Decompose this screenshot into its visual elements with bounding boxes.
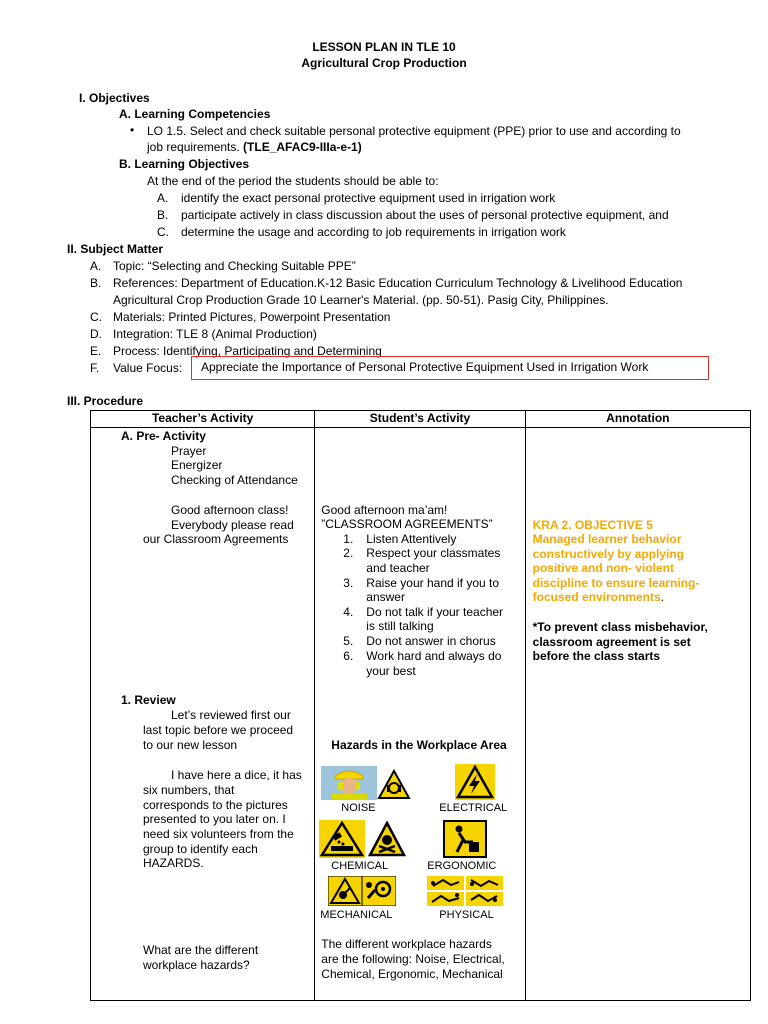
- column-header-annotation: Annotation: [525, 411, 750, 428]
- objective-item: participate actively in class discussion about the uses of personal protective equipment, and: [181, 208, 669, 222]
- hazard-label-electrical: ELECTRICAL: [439, 802, 508, 814]
- hazard-label-physical: PHYSICAL: [439, 909, 494, 921]
- teacher-text: to our new lesson: [143, 738, 238, 752]
- teacher-question: What are the different: [143, 943, 259, 957]
- student-activity-cell: [315, 428, 525, 1001]
- teacher-text: group to identify each: [143, 842, 258, 856]
- ergonomic-sign-icon: [443, 820, 487, 858]
- prayer-label: Prayer: [171, 444, 207, 458]
- subject-item: Value Focus:: [113, 361, 183, 375]
- review-label: 1. Review: [121, 693, 176, 707]
- column-header-teacher: Teacher’s Activity: [91, 411, 315, 428]
- objectives-heading: I. Objectives: [79, 91, 150, 105]
- teacher-text: need six volunteers from the: [143, 827, 294, 841]
- competency-line2: job requirements. (TLE_AFAC9-IIIa-e-1): [147, 140, 362, 154]
- teacher-text: HAZARDS.: [143, 856, 204, 870]
- energizer-label: Energizer: [171, 458, 223, 472]
- subject-item: Integration: TLE 8 (Animal Production): [113, 327, 317, 341]
- agreement-number: 2.: [343, 546, 354, 560]
- student-answer: are the following: Noise, Electrical,: [321, 952, 505, 966]
- teacher-activity-cell: [91, 428, 315, 1001]
- teacher-text: six numbers, that: [143, 783, 235, 797]
- annotation-note: classroom agreement is set: [532, 635, 691, 649]
- student-answer: Chemical, Ergonomic, Mechanical: [321, 967, 503, 981]
- objective-item: determine the usage and according to job requirements in irrigation work: [181, 225, 566, 239]
- subject-letter: E.: [90, 344, 102, 358]
- agreement-item: Work hard and always do: [366, 649, 502, 663]
- subject-item: Materials: Printed Pictures, Powerpoint Presentation: [113, 310, 391, 324]
- teacher-question: workplace hazards?: [143, 958, 250, 972]
- subject-letter: D.: [90, 327, 102, 341]
- chemical-sign-icon: [319, 820, 365, 858]
- objective-letter: B.: [157, 208, 169, 222]
- agreement-number: 1.: [343, 532, 354, 546]
- physical-sign-icon: [427, 876, 503, 906]
- hazard-label-chemical: CHEMICAL: [331, 860, 389, 872]
- agreement-item: your best: [366, 664, 416, 678]
- objective-letter: C.: [157, 225, 169, 239]
- kra-text: focused environments.: [532, 590, 665, 604]
- teacher-text: Everybody please read: [171, 518, 294, 532]
- procedure-heading: III. Procedure: [67, 394, 144, 408]
- subject-letter: B.: [90, 276, 102, 290]
- worker-photo-icon: [321, 766, 377, 800]
- teacher-text: corresponds to the pictures: [143, 798, 288, 812]
- document-title: LESSON PLAN IN TLE 10: [312, 40, 456, 54]
- competency-code: (TLE_AFAC9-IIIa-e-1): [243, 140, 362, 154]
- competencies-heading: A. Learning Competencies: [119, 107, 271, 121]
- teacher-text: last topic before we proceed: [143, 723, 294, 737]
- agreement-number: 4.: [343, 605, 354, 619]
- bullet-icon: •: [130, 123, 135, 137]
- gears-sign-icon: [362, 876, 396, 906]
- mechanical-sign-icon: [328, 876, 362, 906]
- hazard-label-noise: NOISE: [341, 802, 376, 814]
- agreement-number: 3.: [343, 576, 354, 590]
- kra-text: Managed learner behavior: [532, 532, 682, 546]
- electrical-sign-icon: [455, 764, 495, 800]
- objectives-intro: At the end of the period the students should be able to:: [147, 174, 439, 188]
- kra-text: constructively by applying: [532, 547, 685, 561]
- subject-matter-heading: II. Subject Matter: [67, 242, 164, 256]
- hazard-label-mechanical: MECHANICAL: [320, 909, 393, 921]
- objective-item: identify the exact personal protective equipment used in irrigation work: [181, 191, 556, 205]
- student-answer: The different workplace hazards: [321, 937, 492, 951]
- agreement-item: is still talking: [366, 619, 434, 633]
- kra-objective: KRA 2. OBJECTIVE 5: [532, 518, 653, 532]
- subject-item: Process: Identifying, Participating and Determining: [113, 344, 382, 358]
- kra-text: discipline to ensure learning-: [532, 576, 700, 590]
- attendance-label: Checking of Attendance: [171, 473, 298, 487]
- agreement-item: Listen Attentively: [366, 532, 457, 546]
- column-header-student: Student’s Activity: [315, 411, 525, 428]
- annotation-cell: [525, 428, 750, 1001]
- agreement-item: and teacher: [366, 561, 430, 575]
- subject-item: Topic: “Selecting and Checking Suitable PPE”: [113, 259, 356, 273]
- procedure-table: [90, 410, 751, 1001]
- subject-item: Agricultural Crop Production Grade 10 Learner's Material. (pp. 50-51). Pasig City, Philippines.: [113, 293, 609, 307]
- value-focus-box: Appreciate the Importance of Personal Protective Equipment Used in Irrigation Work: [191, 356, 709, 380]
- teacher-greeting: Good afternoon class!: [171, 503, 289, 517]
- subject-item: References: Department of Education.K-12 Basic Education Curriculum Technology & Livelihood Education: [113, 276, 683, 290]
- subject-letter: F.: [90, 361, 100, 375]
- subject-letter: A.: [90, 259, 102, 273]
- competency-line1: LO 1.5. Select and check suitable personal protective equipment (PPE) prior to use and according to: [147, 124, 681, 138]
- student-greeting: Good afternoon ma’am!: [321, 503, 448, 517]
- agreement-item: answer: [366, 590, 405, 604]
- annotation-note: before the class starts: [532, 649, 661, 663]
- agreement-item: Do not answer in chorus: [366, 634, 496, 648]
- document-subtitle: Agricultural Crop Production: [301, 56, 467, 70]
- objective-letter: A.: [157, 191, 169, 205]
- agreement-item: Raise your hand if you to: [366, 576, 500, 590]
- teacher-text: Let’s reviewed first our: [171, 708, 291, 722]
- agreement-number: 5.: [343, 634, 354, 648]
- teacher-text: presented to you later on. I: [143, 812, 286, 826]
- agreement-item: Respect your classmates: [366, 546, 501, 560]
- teacher-text: our Classroom Agreements: [143, 532, 289, 546]
- hazards-title: Hazards in the Workplace Area: [331, 738, 507, 752]
- annotation-note: *To prevent class misbehavior,: [532, 620, 708, 634]
- noise-sign-icon: [377, 769, 411, 800]
- agreement-number: 6.: [343, 649, 354, 663]
- learning-objectives-heading: B. Learning Objectives: [119, 157, 250, 171]
- kra-text: positive and non- violent: [532, 561, 674, 575]
- toxic-sign-icon: [367, 820, 407, 858]
- agreements-title: ”CLASSROOM AGREEMENTS”: [321, 517, 493, 531]
- pre-activity-label: A. Pre- Activity: [121, 429, 206, 443]
- hazard-label-ergonomic: ERGONOMIC: [427, 860, 497, 872]
- teacher-text: I have here a dice, it has: [171, 768, 302, 782]
- subject-letter: C.: [90, 310, 102, 324]
- agreement-item: Do not talk if your teacher: [366, 605, 504, 619]
